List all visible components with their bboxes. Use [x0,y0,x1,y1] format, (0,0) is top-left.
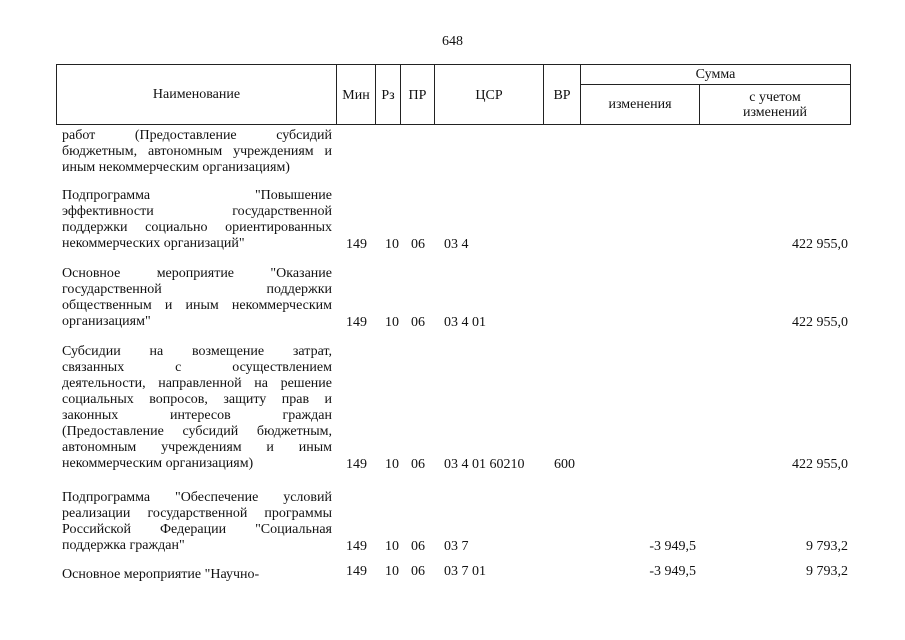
row-csr: 03 7 01 [444,564,486,579]
row-name-line: Подпрограмма "Повышение [62,188,332,203]
row-name-line: некоммерческих организаций" [62,236,245,251]
row-name [62,188,332,252]
table-header [56,64,851,125]
row-total: 422 955,0 [792,315,848,330]
row-name-line: деятельности, направленной на решение [62,376,332,391]
row-name-line: Российской Федерации "Социальная [62,522,332,537]
row-name-line: реализации государственной программы [62,506,332,521]
row-name [62,490,332,554]
header-changes: изменения [580,84,700,125]
header-min: Мин [336,64,376,125]
row-name-line: социальных вопросов, защиту прав и [62,392,332,407]
row-name-line: общественным и иным некоммерческим [62,298,332,313]
header-name: Наименование [56,64,337,125]
row-name-line: (Предоставление субсидий бюджетным, [62,424,332,439]
row-pr: 06 [411,539,425,554]
row-name-line: поддержки социально ориентированных [62,220,332,235]
row-total: 9 793,2 [806,564,848,579]
row-total: 9 793,2 [806,539,848,554]
row-csr: 03 7 [444,539,469,554]
row-name-line: работ (Предоставление субсидий [62,128,332,143]
row-name [62,567,332,583]
row-name-line: бюджетным, автономным учреждениям и [62,144,332,159]
row-pr: 06 [411,457,425,472]
header-with-changes-line2: изменений [742,104,808,120]
row-name-line: связанных с осуществлением [62,360,332,375]
row-name [62,128,332,176]
row-name-line: некоммерческим организациям) [62,456,254,471]
row-name-line: государственной поддержки [62,282,332,297]
row-name-line: иным некоммерческим организациям) [62,160,290,175]
header-csr: ЦСР [434,64,544,125]
row-pr: 06 [411,237,425,252]
row-name-line: законных интересов граждан [62,408,332,423]
row-vr: 600 [554,457,575,472]
row-pr: 06 [411,564,425,579]
header-pr: ПР [400,64,435,125]
header-rz: Рз [375,64,401,125]
row-min: 149 [346,564,367,579]
row-rz: 10 [385,539,399,554]
row-name-line: организациям" [62,314,151,329]
row-name-line: поддержка граждан" [62,538,185,553]
row-min: 149 [346,237,367,252]
page-number: 648 [442,34,463,49]
row-name-line: Основное мероприятие "Научно- [62,567,260,582]
row-total: 422 955,0 [792,457,848,472]
row-name [62,266,332,330]
row-name-line: автономным учреждениям и иным [62,440,332,455]
row-rz: 10 [385,564,399,579]
row-total: 422 955,0 [792,237,848,252]
row-change: -3 949,5 [649,564,696,579]
row-rz: 10 [385,315,399,330]
row-csr: 03 4 01 60210 [444,457,525,472]
header-sum: Сумма [580,64,851,85]
row-pr: 06 [411,315,425,330]
row-min: 149 [346,315,367,330]
row-name-line: Субсидии на возмещение затрат, [62,344,332,359]
row-name-line: Основное мероприятие "Оказание [62,266,332,281]
row-name-line: Подпрограмма "Обеспечение условий [62,490,332,505]
row-rz: 10 [385,237,399,252]
row-csr: 03 4 01 [444,315,486,330]
row-rz: 10 [385,457,399,472]
header-with-changes [699,84,851,125]
row-min: 149 [346,457,367,472]
row-name-line: эффективности государственной [62,204,332,219]
header-vr: ВР [543,64,581,125]
row-change: -3 949,5 [649,539,696,554]
header-with-changes-line1: с учетом [749,89,801,105]
row-name [62,344,332,472]
row-csr: 03 4 [444,237,469,252]
row-min: 149 [346,539,367,554]
